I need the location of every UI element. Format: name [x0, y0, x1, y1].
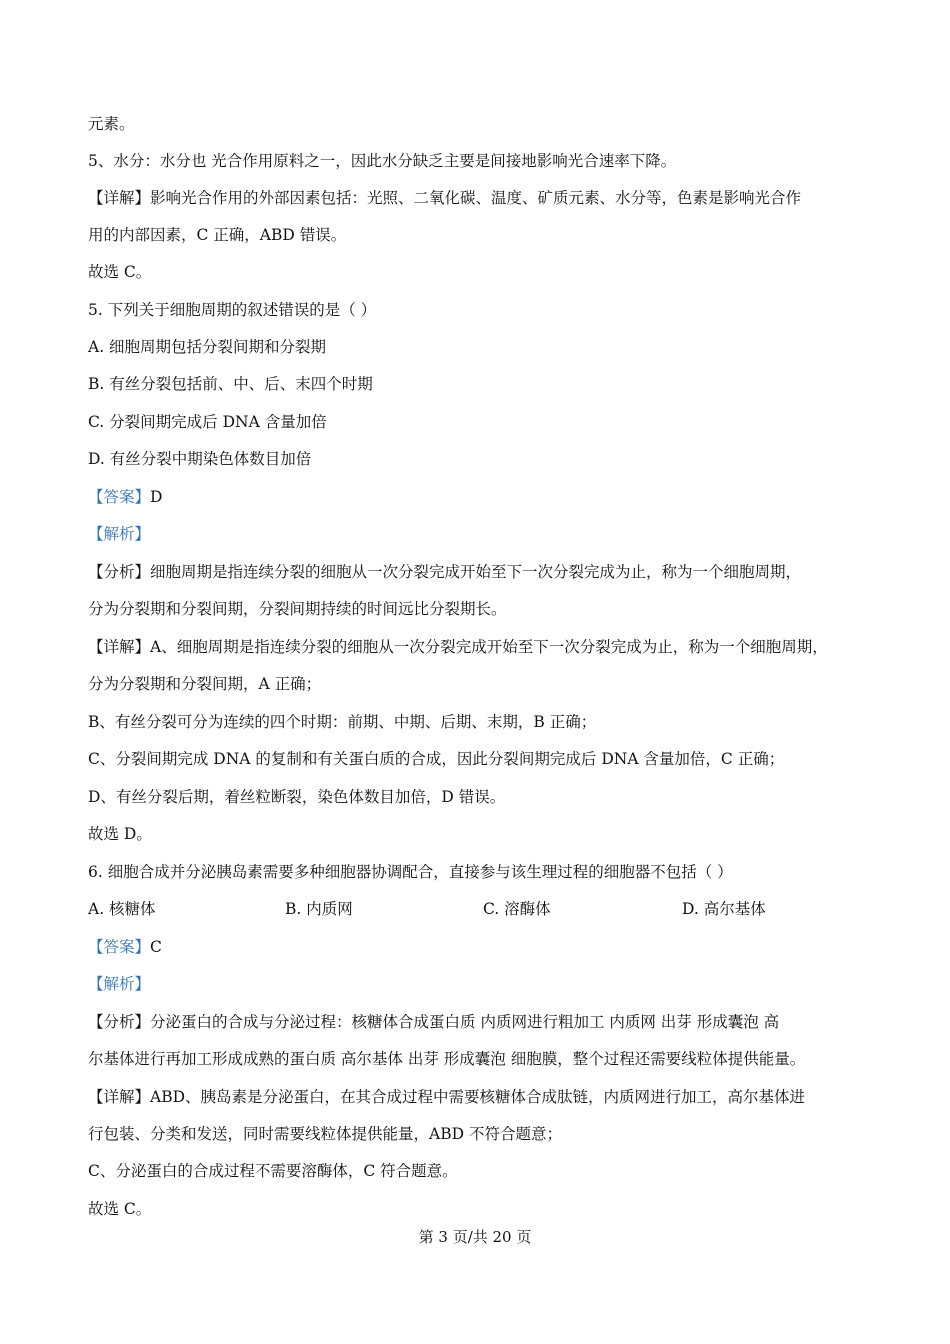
text-line: 行包装、分类和发送，同时需要线粒体提供能量，ABD 不符合题意；: [88, 1125, 562, 1143]
detail-tag: 【详解】: [88, 1088, 151, 1106]
detail-tag: 【详解】: [88, 638, 151, 656]
text-line: 用的内部因素，C 正确，ABD 错误。: [88, 226, 347, 244]
option-c: C. 溶酶体: [483, 900, 551, 918]
text-line: 尔基体进行再加工形成成熟的蛋白质 高尔基体 出芽 形成囊泡 细胞膜，整个过程还需要线粒体提供能量。: [88, 1050, 806, 1068]
analysis-tag: 【解析】: [88, 525, 151, 543]
text-line: D、有丝分裂后期，着丝粒断裂，染色体数目加倍，D 错误。: [88, 788, 506, 806]
answer-line: 【答案】C: [88, 938, 162, 956]
text-line: C、分裂间期完成 DNA 的复制和有关蛋白质的合成，因此分裂间期完成后 DNA 含量加倍，C 正确；: [88, 750, 785, 768]
option-b: B. 有丝分裂包括前、中、后、末四个时期: [88, 375, 373, 393]
answer-tag: 【答案】: [88, 938, 151, 956]
analysis-line: [88, 523, 920, 545]
detail-line: 【详解】影响光合作用的外部因素包括：光照、二氧化碳、温度、矿质元素、水分等，色素是影响光合作: [88, 189, 802, 207]
explain-tag: 【分析】: [88, 1013, 151, 1031]
explain-tag: 【分析】: [88, 563, 151, 581]
detail-tag: 【详解】: [88, 189, 151, 207]
choose-line: 故选 C。: [88, 1200, 152, 1218]
question-6-stem: 6. 细胞合成并分泌胰岛素需要多种细胞器协调配合，直接参与该生理过程的细胞器不包括（ ）: [88, 863, 733, 881]
text-line: B、有丝分裂可分为连续的四个时期：前期、中期、后期、末期，B 正确；: [88, 713, 597, 731]
option-c: C. 分裂间期完成后 DNA 含量加倍: [88, 413, 327, 431]
text-line: 元素。: [88, 115, 135, 133]
detail-line: 【详解】A、细胞周期是指连续分裂的细胞从一次分裂完成开始至下一次分裂完成为止，称为一个细胞周期，: [88, 638, 828, 656]
analysis-line: [88, 973, 920, 995]
option-a: A. 核糖体: [88, 900, 156, 918]
question-5-stem: 5. 下列关于细胞周期的叙述错误的是（ ）: [88, 301, 377, 319]
text-line: 分为分裂期和分裂间期，A 正确；: [88, 675, 322, 693]
option-a: A. 细胞周期包括分裂间期和分裂期: [88, 338, 327, 356]
explain-line: 【分析】分泌蛋白的合成与分泌过程：核糖体合成蛋白质 内质网进行粗加工 内质网 出芽 形成囊泡 高: [88, 1013, 780, 1031]
choose-line: 故选 C。: [88, 263, 152, 281]
choose-line: 故选 D。: [88, 825, 152, 843]
page-footer: 第 3 页/共 20 页: [418, 1228, 532, 1246]
analysis-tag: 【解析】: [88, 975, 151, 993]
option-d: D. 有丝分裂中期染色体数目加倍: [88, 450, 312, 468]
answer-line: 【答案】D: [88, 488, 163, 506]
explain-line: 【分析】细胞周期是指连续分裂的细胞从一次分裂完成开始至下一次分裂完成为止，称为一个细胞周期，: [88, 563, 802, 581]
option-d: D. 高尔基体: [682, 900, 766, 918]
answer-tag: 【答案】: [88, 488, 151, 506]
text-line: 5、水分：水分也 光合作用原料之一，因此水分缺乏主要是间接地影响光合速率下降。: [88, 152, 677, 170]
question-6-options: [88, 898, 920, 920]
option-b: B. 内质网: [285, 900, 353, 918]
detail-line: 【详解】ABD、胰岛素是分泌蛋白，在其合成过程中需要核糖体合成肽链，内质网进行加工，高尔基体进: [88, 1088, 806, 1106]
text-line: 分为分裂期和分裂间期，分裂间期持续的时间远比分裂期长。: [88, 600, 507, 618]
text-line: C、分泌蛋白的合成过程不需要溶酶体，C 符合题意。: [88, 1162, 458, 1180]
